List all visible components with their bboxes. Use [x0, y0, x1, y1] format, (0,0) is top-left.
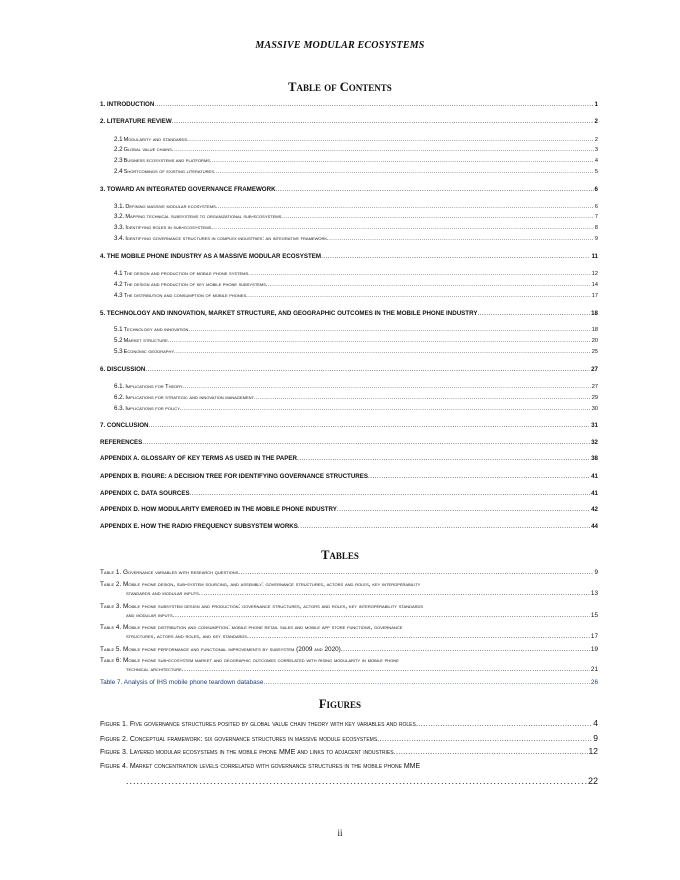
toc-entry-page: 20: [591, 338, 598, 344]
toc-entry-label: 2. LITERATURE REVIEW: [100, 118, 172, 125]
toc-entry-text: Economic geography: [123, 349, 175, 355]
toc-entry-number: 5.2: [114, 337, 123, 344]
toc-entry-number: 2.1: [114, 136, 123, 143]
table-list-entry[interactable]: [100, 569, 598, 576]
dot-leader: [172, 118, 594, 125]
dot-leader: [188, 327, 590, 333]
table-list-entry[interactable]: [100, 646, 598, 653]
toc-entry-page: 27: [591, 366, 598, 373]
dot-leader: [214, 169, 594, 175]
toc-entry-text: Implications for Theory: [125, 384, 183, 390]
toc-entry-page: 1: [594, 101, 598, 108]
dot-leader: [148, 422, 590, 429]
toc-entry[interactable]: [114, 405, 598, 412]
figure-entry-page: 4: [593, 718, 598, 728]
toc-entry-number: 5.1: [114, 326, 123, 333]
table-entry-text: Table 7. Analysis of IHS mobile phone teardown database: [100, 679, 264, 686]
dot-leader: [377, 736, 592, 743]
toc-entry-page: 30: [591, 406, 598, 412]
toc-entry-page: 5: [594, 169, 598, 175]
toc-entry[interactable]: [100, 253, 598, 260]
toc-entry-page: 17: [591, 293, 598, 299]
figure-list-entry[interactable]: [126, 776, 598, 786]
table-entry-text: Table 1. Governance variables with research questions: [100, 569, 239, 576]
dot-leader: [190, 490, 590, 497]
toc-entry-label: 7. CONCLUSION: [100, 422, 149, 429]
toc-entry[interactable]: [114, 292, 598, 299]
toc-entry-page: 3: [594, 147, 598, 153]
table-list-entry[interactable]: [126, 666, 598, 673]
toc-entry-number: 2.4: [114, 168, 123, 175]
toc-entry-text: Shortcomings of existing literatures: [123, 169, 214, 175]
table-entry-page: 21: [590, 666, 598, 673]
toc-entry[interactable]: [114, 235, 598, 242]
toc-entry-text: Global value chains: [123, 147, 172, 153]
figure-list-entry[interactable]: [100, 746, 598, 756]
toc-entry-label: [114, 136, 187, 143]
toc-entry-number: 5.3: [114, 348, 123, 355]
dot-leader: [276, 186, 594, 193]
toc-entry-number: 3.2.: [114, 213, 125, 220]
dot-leader: [263, 679, 589, 686]
toc-entry-number: 4.3: [114, 292, 123, 299]
page-number: ii: [337, 828, 343, 838]
dot-leader: [173, 612, 590, 619]
toc-entry-number: 2.2: [114, 146, 123, 153]
toc-entry-page: 8: [594, 225, 598, 231]
toc-entry-label: [114, 157, 210, 164]
table-entry-text-continued: and modular inputs: [126, 612, 173, 619]
dot-leader: [368, 473, 590, 480]
toc-entry-text: Business ecosystems and platforms: [123, 158, 210, 164]
dot-leader: [416, 721, 592, 728]
dot-leader: [154, 101, 593, 108]
figure-list-entry[interactable]: [100, 733, 598, 743]
table-entry-page: 17: [590, 633, 598, 640]
toc-entry-number: 4.1: [114, 270, 123, 277]
toc-title: Table of Contents: [288, 80, 392, 94]
toc-entry-page: 2: [594, 118, 598, 125]
toc-entry-page: 32: [591, 439, 598, 446]
dot-leader: [341, 646, 590, 653]
toc-entry-page: 44: [591, 523, 598, 530]
toc-entry-page: 41: [591, 473, 598, 480]
toc-entry-label: [114, 281, 266, 288]
toc-entry-label: [114, 394, 254, 401]
toc-entry-number: 4.2: [114, 281, 123, 288]
dot-leader: [246, 293, 591, 299]
toc-entry[interactable]: [100, 473, 598, 480]
toc-entry[interactable]: [100, 439, 598, 446]
toc-entry-label: 4. THE MOBILE PHONE INDUSTRY AS A MASSIVE MODULAR ECOSYSTEM: [100, 253, 322, 260]
dot-leader: [247, 633, 590, 640]
dot-leader: [216, 204, 594, 210]
toc-entry-label: [114, 337, 168, 344]
toc-entry[interactable]: [100, 366, 598, 373]
table-entry-text-continued: standards and modular inputs: [126, 590, 199, 597]
toc-entry-page: 18: [591, 327, 598, 333]
toc-entry-text: Technology and innovation: [123, 327, 189, 333]
toc-entry-label: [114, 224, 211, 231]
toc-entry-number: 6.1.: [114, 383, 125, 390]
table-entry-text: Table 3. Mobile phone subsystem design and production: governance structures, actors and roles, key interoperability standards: [100, 603, 424, 610]
toc-entry[interactable]: [114, 383, 598, 390]
dot-leader: [183, 384, 591, 390]
toc-entry-text: The design and production of key mobile phone subsystems: [123, 282, 266, 288]
toc-entry-label: [114, 213, 281, 220]
table-entry-text: Table 5. Mobile phone performance and functional improvements by subsystem (2009 and 2020): [100, 646, 341, 653]
toc-entry-label: [114, 383, 183, 390]
dot-leader: [394, 749, 588, 756]
toc-entry[interactable]: [100, 455, 598, 462]
toc-entry-page: 18: [591, 310, 598, 317]
table-list-entry[interactable]: [100, 679, 598, 686]
toc-entry[interactable]: [114, 168, 598, 175]
dot-leader: [266, 282, 591, 288]
figure-list-entry[interactable]: [100, 718, 598, 728]
toc-entry-label: 6. DISCUSSION: [100, 366, 146, 373]
table-entry-page: 26: [590, 679, 598, 686]
dot-leader: [199, 590, 590, 597]
toc-entry-text: Defining massive modular ecosystems: [125, 204, 216, 210]
toc-entry-number: 6.3.: [114, 405, 125, 412]
toc-entry-page: 29: [591, 395, 598, 401]
toc-entry[interactable]: [100, 523, 598, 530]
figure-entry-page: 9: [593, 733, 598, 743]
table-entry-text-continued: technical architecture: [126, 666, 182, 673]
table-entry-page: 15: [590, 612, 598, 619]
table-entry-text: Table 4. Mobile phone distribution and consumption: mobile phone retail sales and mobile app store functions, governance: [100, 624, 403, 631]
toc-entry[interactable]: [114, 203, 598, 210]
toc-entry-label: [114, 235, 327, 242]
toc-entry-label: APPENDIX D. HOW MODULARITY EMERGED IN THE MOBILE PHONE INDUSTRY: [100, 506, 337, 513]
toc-entry-page: 31: [591, 422, 598, 429]
toc-entry-label: [114, 326, 188, 333]
dot-leader: [172, 147, 594, 153]
toc-entry-page: 41: [591, 490, 598, 497]
toc-entry-label: REFERENCES: [100, 439, 143, 446]
toc-entry-number: 3.3.: [114, 224, 125, 231]
figures-title: Figures: [318, 697, 362, 711]
toc-entry-text: The design and production of mobile phone systems: [123, 271, 249, 277]
toc-entry[interactable]: [114, 213, 598, 220]
toc-entry[interactable]: [100, 186, 598, 193]
toc-entry-page: 6: [594, 186, 598, 193]
toc-entry-text: Identifying roles in sub-ecosystems: [125, 225, 212, 231]
toc-entry-label: [114, 146, 172, 153]
toc-entry-label: APPENDIX B. FIGURE: A DECISION TREE FOR IDENTIFYING GOVERNANCE STRUCTURES: [100, 473, 369, 480]
dot-leader: [281, 214, 594, 220]
toc-entry-label: 3. TOWARD AN INTEGRATED GOVERNANCE FRAMEWORK: [100, 186, 276, 193]
toc-entry[interactable]: [114, 326, 598, 333]
figure-entry-text: Figure 1. Five governance structures posited by global value chain theory with key variables and roles: [100, 721, 416, 728]
toc-entry-label: APPENDIX C. DATA SOURCES: [100, 490, 190, 497]
toc-entry[interactable]: [114, 146, 598, 153]
dot-leader: [321, 253, 590, 260]
toc-entry-label: [114, 292, 246, 299]
dot-leader: [182, 666, 590, 673]
table-entry-page: 13: [590, 590, 598, 597]
table-list-entry[interactable]: [126, 590, 598, 597]
figure-entry-text: Figure 4. Market concentration levels correlated with governance structures in the mobile phone MME: [100, 763, 421, 770]
toc-entry[interactable]: [114, 136, 598, 143]
dot-leader: [142, 439, 590, 446]
dot-leader: [168, 338, 591, 344]
toc-entry-number: 2.3: [114, 157, 123, 164]
toc-entry[interactable]: [100, 101, 598, 108]
table-list-entry[interactable]: [126, 633, 598, 640]
toc-entry-page: 11: [591, 253, 598, 260]
toc-entry-label: [114, 203, 216, 210]
toc-entry[interactable]: [100, 422, 598, 429]
toc-entry-number: 3.1.: [114, 203, 125, 210]
dot-leader: [254, 395, 591, 401]
toc-entry-page: 7: [594, 214, 598, 220]
toc-entry[interactable]: [114, 270, 598, 277]
table-entry-text: Table 2. Mobile phone design, sub-system sourcing, and assembly: governance structures, actors and roles, key interoperability: [100, 581, 421, 588]
toc-entry[interactable]: [114, 281, 598, 288]
tables-title: Tables: [321, 548, 359, 562]
running-title: MASSIVE MODULAR ECOSYSTEMS: [255, 40, 425, 51]
toc-entry-number: 6.2.: [114, 394, 125, 401]
toc-entry[interactable]: [100, 506, 598, 513]
toc-entry[interactable]: [114, 157, 598, 164]
toc-entry-text: Implications for strategic and innovation management: [125, 395, 254, 401]
toc-entry-page: 42: [591, 506, 598, 513]
toc-entry-page: 27: [591, 384, 598, 390]
toc-entry[interactable]: [100, 490, 598, 497]
toc-entry-text: The distribution and consumption of mobile phones: [123, 293, 247, 299]
toc-entry-page: 25: [591, 349, 598, 355]
dot-leader: [238, 569, 593, 576]
toc-entry-label: APPENDIX A. GLOSSARY OF KEY TERMS AS USED IN THE PAPER: [100, 455, 297, 462]
toc-entry[interactable]: [100, 118, 598, 125]
dot-leader: [477, 310, 590, 317]
dot-leader: [180, 406, 591, 412]
toc-entry-label: 5. TECHNOLOGY AND INNOVATION, MARKET STRUCTURE, AND GEOGRAPHIC OUTCOMES IN THE MOBILE PHONE INDUSTRY: [100, 310, 478, 317]
toc-entry-number: 3.4.: [114, 235, 125, 242]
dot-leader: [174, 349, 591, 355]
toc-entry-label: APPENDIX E. HOW THE RADIO FREQUENCY SUBSYSTEM WORKS: [100, 523, 298, 530]
table-entry-text-continued: structures, actors and roles, and key standards: [126, 633, 247, 640]
dot-leader: [210, 158, 594, 164]
toc-entry-page: 9: [594, 236, 598, 242]
toc-entry-page: 6: [594, 204, 598, 210]
toc-entry[interactable]: [114, 394, 598, 401]
toc-entry-text: Market structure: [123, 338, 168, 344]
toc-entry-page: 38: [591, 455, 598, 462]
toc-entry-page: 2: [594, 137, 598, 143]
toc-entry[interactable]: [114, 348, 598, 355]
toc-entry-text: Mapping technical subsystems to organizational sub-ecosystems: [125, 214, 282, 220]
toc-entry-label: [114, 168, 214, 175]
toc-entry[interactable]: [114, 337, 598, 344]
dot-leader: [187, 137, 594, 143]
dot-leader: [145, 366, 590, 373]
dot-leader: [211, 225, 594, 231]
table-entry-page: 19: [590, 646, 598, 653]
dot-leader: [248, 271, 591, 277]
dot-leader: [337, 506, 590, 513]
figure-entry-page: 22: [587, 776, 598, 786]
toc-entry-label: 1. INTRODUCTION: [100, 101, 155, 108]
dot-leader: [297, 455, 590, 462]
table-entry-page: 9: [594, 569, 598, 576]
toc-entry[interactable]: [114, 224, 598, 231]
toc-entry[interactable]: [100, 310, 598, 317]
dot-leader: [327, 236, 594, 242]
toc-entry-text: Modularity and standards: [123, 137, 188, 143]
toc-entry-text: Identifying governance structures in complex industries: an integrative framework: [125, 236, 328, 242]
figure-entry-page: 12: [588, 746, 598, 756]
table-list-entry[interactable]: [126, 612, 598, 619]
toc-entry-page: 12: [591, 271, 598, 277]
dot-leader: [126, 776, 587, 786]
toc-entry-page: 14: [591, 282, 598, 288]
toc-entry-text: Implications for policy: [125, 406, 180, 412]
toc-entry-page: 4: [594, 158, 598, 164]
dot-leader: [298, 523, 590, 530]
toc-entry-label: [114, 405, 180, 412]
figure-entry-text: Figure 3. Layered modular ecosystems in the mobile phone MME and links to adjacent industries: [100, 749, 394, 756]
table-entry-text: Table 6: Mobile phone sub-ecosystem market and geographic outcomes correlated with rising modularity in mobile phone: [100, 657, 399, 664]
toc-entry-label: [114, 270, 248, 277]
figure-entry-text: Figure 2. Conceptual framework: six governance structures in massive module ecosystems: [100, 736, 378, 743]
toc-entry-label: [114, 348, 174, 355]
